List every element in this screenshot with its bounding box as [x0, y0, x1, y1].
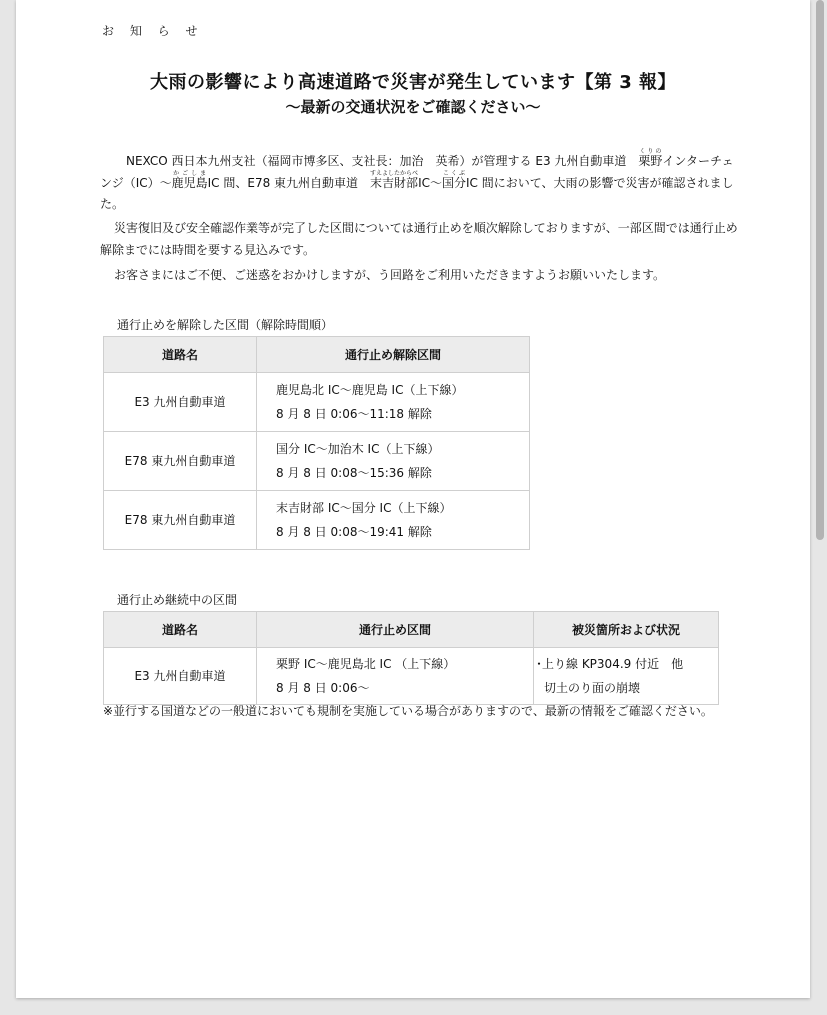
status-cell: ･上り線 KP304.9 付近 他 切土のり面の崩壊 [534, 648, 719, 705]
table-row [104, 491, 530, 550]
section-cell: 栗野 IC～鹿児島北 IC （上下線） 8 月 8 日 0:06～ [257, 648, 534, 705]
ruby-kurino: 栗野くりの [638, 148, 663, 168]
header-status: 被災箇所および状況 [534, 612, 719, 648]
ruby-kokubu: 国分こくぶ [441, 169, 466, 190]
scrollbar-thumb[interactable] [816, 0, 824, 540]
road-cell: E3 九州自動車道 [104, 373, 257, 432]
ruby-sueyoshi: 末吉財部すえよしたからべ [370, 169, 419, 190]
header-road: 道路名 [104, 337, 257, 373]
paragraph-intro [100, 148, 740, 216]
intro-text-e: IC 間において、大雨の影響で災害が確認されました。 [100, 175, 734, 211]
road-cell: E3 九州自動車道 [104, 648, 257, 705]
document-page [16, 0, 810, 998]
intro-text-d: IC～ [418, 175, 442, 190]
section-cell: 末吉財部 IC～国分 IC（上下線） 8 月 8 日 0:08～19:41 解除 [257, 491, 530, 550]
footnote: ※並行する国道などの一般道においても規制を実施している場合がありますので、最新の情報をご確認ください。 [103, 704, 713, 718]
table-row [104, 648, 719, 705]
page-title: 大雨の影響により高速道路で災害が発生しています【第 3 報】 [149, 72, 677, 93]
page-subtitle: ～最新の交通状況をご確認ください～ [285, 98, 541, 116]
ongoing-table [103, 611, 719, 705]
header-road: 道路名 [104, 612, 257, 648]
intro-text-a: NEXCO 西日本九州支社（福岡市博多区、支社長：加治 英希）が管理する E3 九州自動車道 [126, 154, 639, 168]
road-cell: E78 東九州自動車道 [104, 491, 257, 550]
ongoing-caption: 通行止め継続中の区間 [117, 593, 238, 607]
notice-label: お 知 ら せ [102, 24, 204, 38]
intro-text-c: IC 間、E78 東九州自動車道 [207, 175, 371, 190]
table-header-row [104, 612, 719, 648]
table-row [104, 373, 530, 432]
header-section: 通行止め解除区間 [257, 337, 530, 373]
released-caption: 通行止めを解除した区間（解除時間順） [117, 318, 334, 332]
released-table [103, 336, 530, 550]
header-section: 通行止め区間 [257, 612, 534, 648]
table-header-row [104, 337, 530, 373]
ruby-kagoshima: 鹿児島かごしま [171, 169, 208, 190]
section-cell: 鹿児島北 IC～鹿児島 IC（上下線） 8 月 8 日 0:06～11:18 解除 [257, 373, 530, 432]
paragraph-apology: お客さまにはご不便、ご迷惑をおかけしますが、う回路をご利用いただきますようお願いいたします。 [114, 268, 666, 282]
table-row [104, 432, 530, 491]
road-cell: E78 東九州自動車道 [104, 432, 257, 491]
paragraph-recovery: 災害復旧及び安全確認作業等が完了した区間については通行止めを順次解除しておりますが、一部区間では通行止め解除までには時間を要する見込みです。 [100, 221, 738, 257]
intro-text-b: インターチェンジ（IC）～ [100, 154, 734, 190]
section-cell: 国分 IC～加治木 IC（上下線） 8 月 8 日 0:08～15:36 解除 [257, 432, 530, 491]
